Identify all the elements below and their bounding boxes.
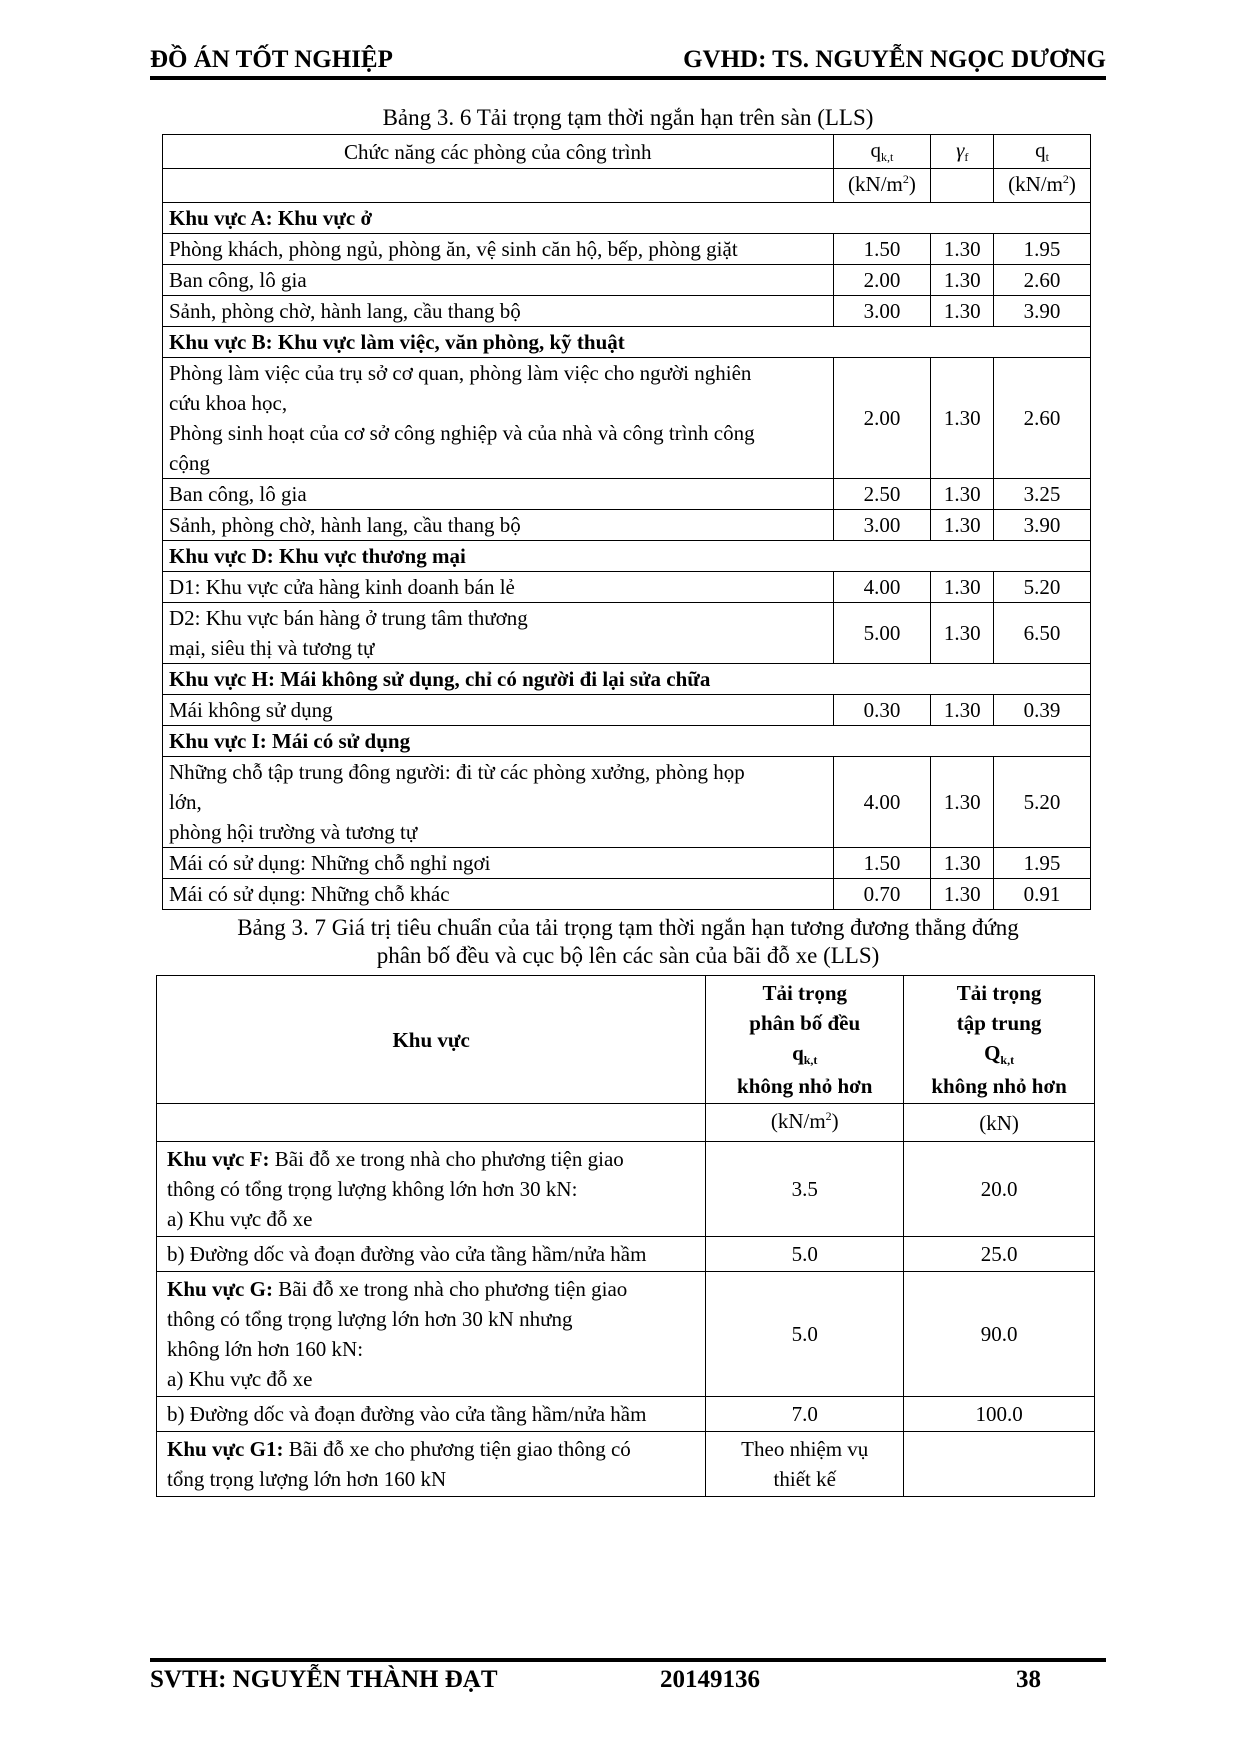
table-unit-row <box>163 169 1091 203</box>
header-gamma: γf <box>931 135 994 169</box>
unit-qt: $(kN/m^2)$ <box>994 169 1091 203</box>
table-header-row <box>163 135 1091 169</box>
section-row: Khu vực H: Mái không sử dụng, chỉ có người đi lại sửa chữa <box>163 664 1091 695</box>
table-row: Phòng làm việc của trụ sở cơ quan, phòng làm việc cho người nghiên cứu khoa học, Phòng sinh hoạt của cơ sở công nghiệp và của nhà và công trình công cộng 2.00 1.30 2.60 <box>163 358 1091 479</box>
unit-distributed: $(kN/m^2)$ <box>706 1104 904 1142</box>
table-row: b) Đường dốc và đoạn đường vào cửa tầng hầm/nửa hầm 7.0 100.0 <box>157 1397 1095 1432</box>
section-row: Khu vực D: Khu vực thương mại <box>163 541 1091 572</box>
footer-student-id: 20149136 <box>660 1666 760 1693</box>
section-row: Khu vực B: Khu vực làm việc, văn phòng, kỹ thuật <box>163 327 1091 358</box>
header-advisor: GVHD: TS. NGUYỄN NGỌC DƯƠNG <box>683 46 1106 73</box>
table-row: D1: Khu vực cửa hàng kinh doanh bán lẻ 4.00 1.30 5.20 <box>163 572 1091 603</box>
section-row: Khu vực A: Khu vực ở <box>163 203 1091 234</box>
header-divider <box>150 76 1106 80</box>
header-title: ĐỒ ÁN TỐT NGHIỆP <box>150 46 393 73</box>
table-row: Mái có sử dụng: Những chỗ nghỉ ngơi 1.50 1.30 1.95 <box>163 848 1091 879</box>
table-row: Ban công, lô gia 2.50 1.30 3.25 <box>163 479 1091 510</box>
unit-concentrated: (kN) <box>904 1104 1095 1142</box>
section-row: Khu vực I: Mái có sử dụng <box>163 726 1091 757</box>
table1-caption: Bảng 3. 6 Tải trọng tạm thời ngắn hạn trên sàn (LLS) <box>382 105 874 130</box>
parking-load-table <box>156 975 1095 1497</box>
table-row: D2: Khu vực bán hàng ở trung tâm thương mại, siêu thị và tương tự 5.00 1.30 6.50 <box>163 603 1091 664</box>
live-load-table <box>162 134 1091 910</box>
header-distributed: Tải trọng phân bố đều qk,t không nhỏ hơn <box>706 976 904 1104</box>
table2-caption: Bảng 3. 7 Giá trị tiêu chuẩn của tải trọng tạm thời ngắn hạn tương đương thẳng đứng phân bố đều và cục bộ lên các sàn của bãi đỗ xe (LLS) <box>237 915 1019 968</box>
table-row: Sảnh, phòng chờ, hành lang, cầu thang bộ 3.00 1.30 3.90 <box>163 510 1091 541</box>
header-area: Khu vực <box>157 976 706 1104</box>
table-header-row <box>157 976 1095 1104</box>
table-row: Mái có sử dụng: Những chỗ khác 0.70 1.30 0.91 <box>163 879 1091 910</box>
header-function: Chức năng các phòng của công trình <box>163 135 834 169</box>
header-qt: qt <box>994 135 1091 169</box>
table-row: Mái không sử dụng 0.30 1.30 0.39 <box>163 695 1091 726</box>
unit-qkt: $(kN/m^2)$ <box>833 169 931 203</box>
table-row: Sảnh, phòng chờ, hành lang, cầu thang bộ 3.00 1.30 3.90 <box>163 296 1091 327</box>
table-row: Phòng khách, phòng ngủ, phòng ăn, vệ sinh căn hộ, bếp, phòng giặt 1.50 1.30 1.95 <box>163 234 1091 265</box>
header-concentrated: Tải trọng tập trung Qk,t không nhỏ hơn <box>904 976 1095 1104</box>
footer-divider <box>150 1658 1106 1662</box>
page-number: 38 <box>1016 1666 1041 1693</box>
header-qkt: qk,t <box>833 135 931 169</box>
table-row: b) Đường dốc và đoạn đường vào cửa tầng hầm/nửa hầm 5.0 25.0 <box>157 1237 1095 1272</box>
table-row: Khu vực F: Bãi đỗ xe trong nhà cho phương tiện giao thông có tổng trọng lượng không lớn hơn 30 kN: a) Khu vực đỗ xe 3.5 20.0 <box>157 1142 1095 1237</box>
footer-student: SVTH: NGUYỄN THÀNH ĐẠT <box>150 1666 498 1693</box>
table-row: Khu vực G: Bãi đỗ xe trong nhà cho phương tiện giao thông có tổng trọng lượng lớn hơn 30 kN nhưng không lớn hơn 160 kN: a) Khu vực đỗ xe 5.0 90.0 <box>157 1272 1095 1397</box>
table-row: Khu vực G1: Bãi đỗ xe cho phương tiện giao thông có tổng trọng lượng lớn hơn 160 kN Theo nhiệm vụ thiết kế <box>157 1432 1095 1497</box>
page-header <box>150 44 1106 78</box>
table-row: Ban công, lô gia 2.00 1.30 2.60 <box>163 265 1091 296</box>
table-row: Những chỗ tập trung đông người: đi từ các phòng xưởng, phòng họp lớn, phòng hội trường và tương tự 4.00 1.30 5.20 <box>163 757 1091 848</box>
table-unit-row <box>157 1104 1095 1142</box>
